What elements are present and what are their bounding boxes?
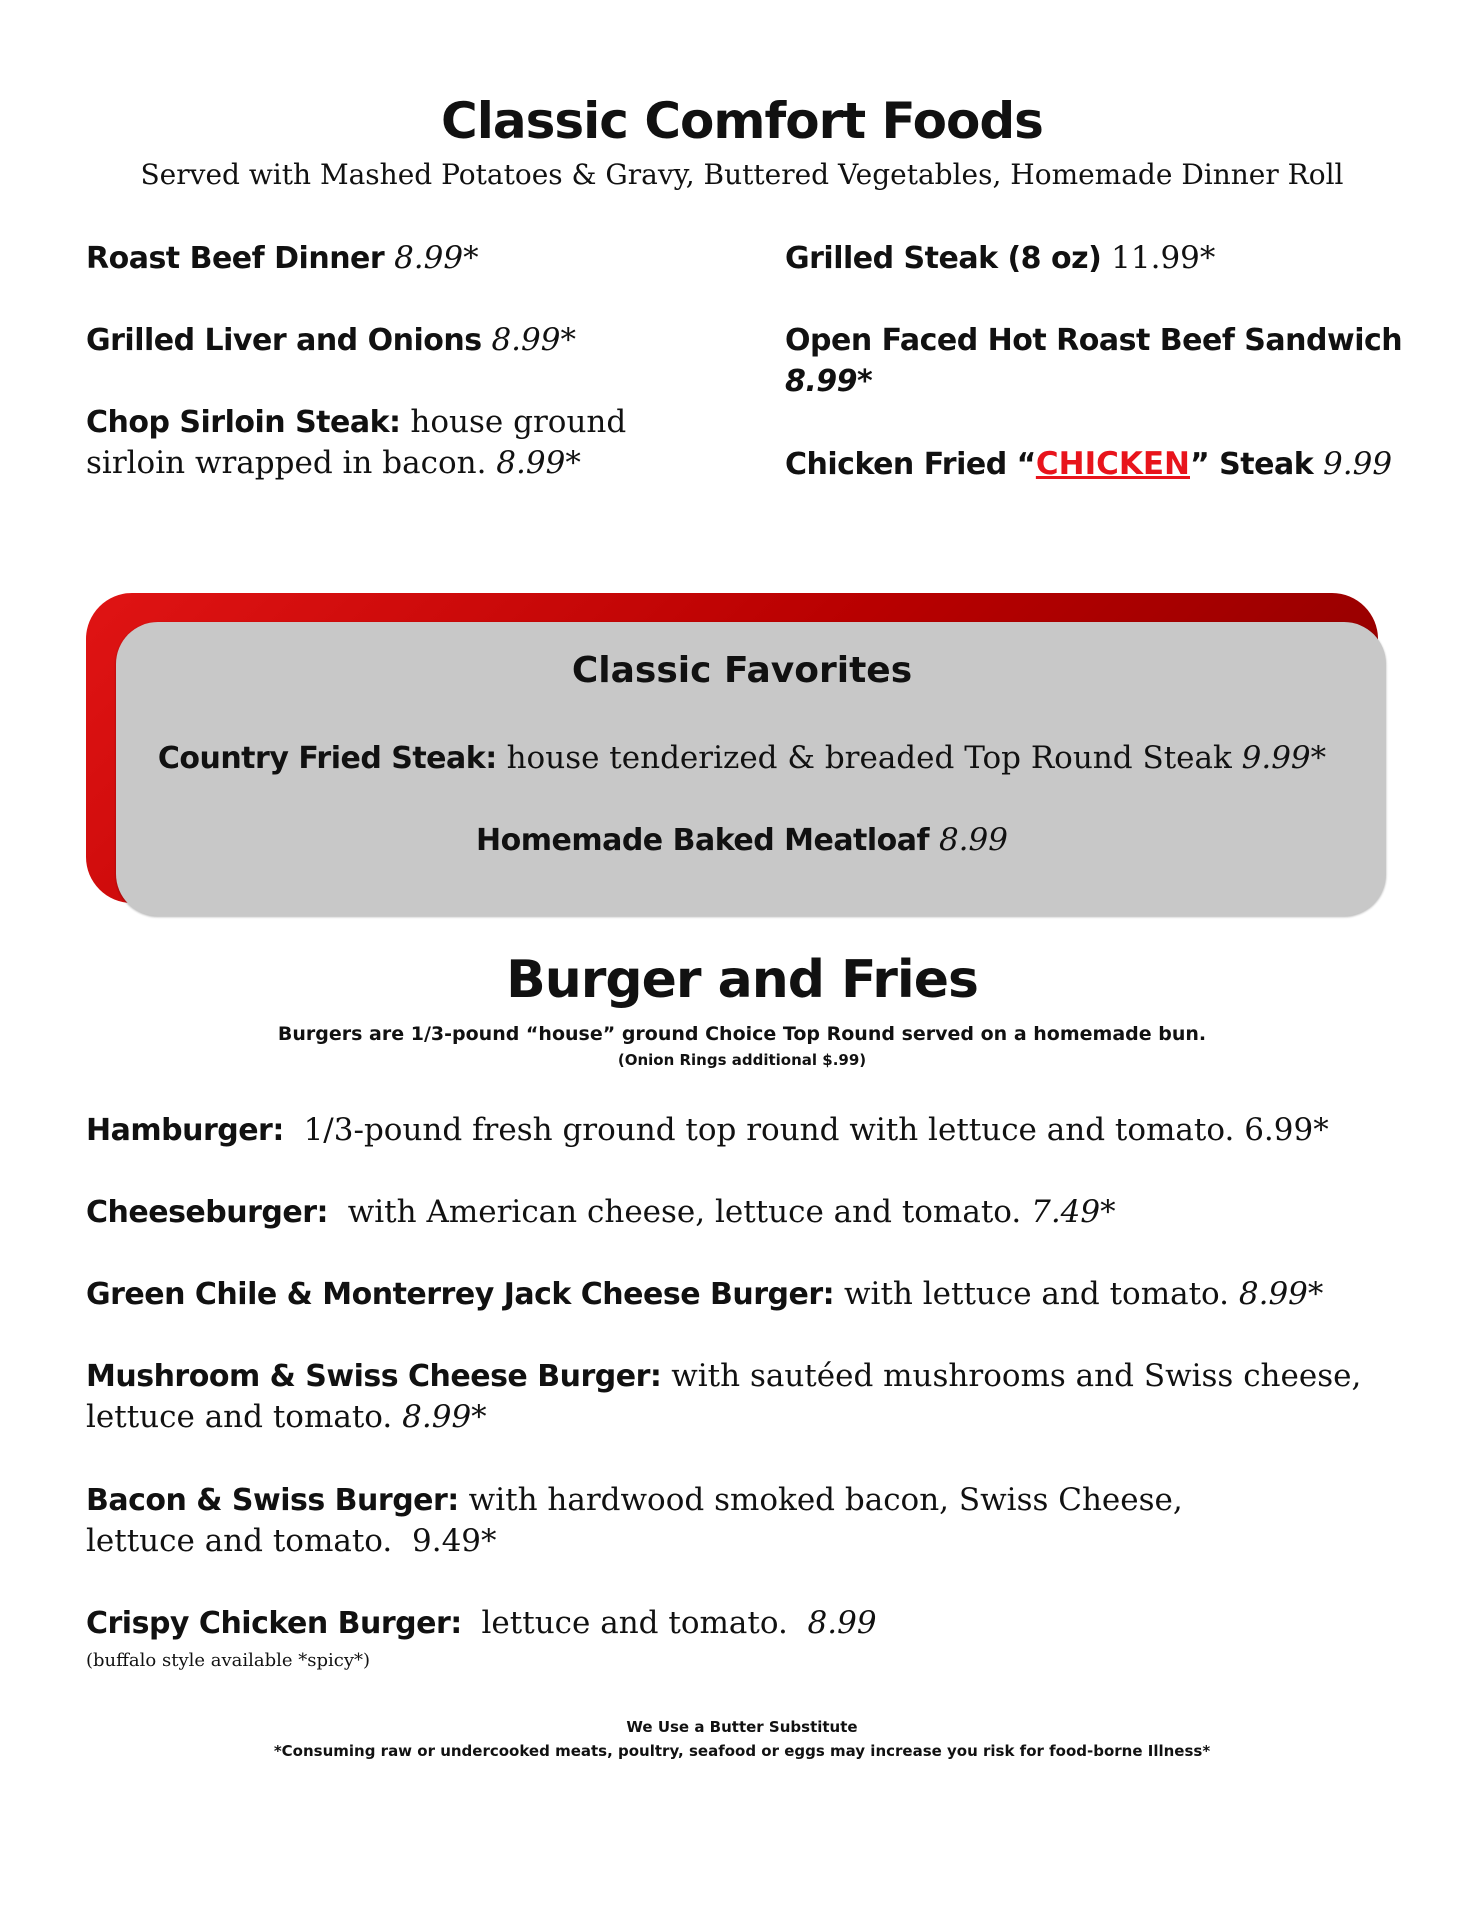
item-name: Chop Sirloin Steak: bbox=[86, 405, 401, 440]
item-price: 8.99* bbox=[402, 1399, 487, 1435]
menu-item bbox=[86, 1356, 1406, 1438]
item-name: Mushroom & Swiss Cheese Burger: bbox=[86, 1359, 662, 1394]
menu-item bbox=[86, 1274, 1406, 1315]
item-price: 8.99* bbox=[785, 364, 873, 399]
menu-item bbox=[785, 444, 1405, 485]
item-desc: lettuce and tomato. bbox=[481, 1605, 788, 1641]
menu-item bbox=[86, 238, 706, 279]
comfort-title: Classic Comfort Foods bbox=[441, 92, 1043, 150]
item-desc-cont: lettuce and tomato. bbox=[86, 1523, 393, 1559]
item-name: Homemade Baked Meatloaf bbox=[476, 823, 930, 858]
item-name-pre: Chicken Fried “ bbox=[785, 447, 1036, 482]
item-price: 11.99* bbox=[1111, 240, 1216, 276]
comfort-subtitle: Served with Mashed Potatoes & Gravy, Buttered Vegetables, Homemade Dinner Roll bbox=[140, 158, 1344, 191]
item-desc: house tenderized & breaded Top Round Steak bbox=[506, 740, 1232, 776]
item-name-post: ” Steak bbox=[1190, 447, 1314, 482]
item-desc: 1/3-pound fresh ground top round with lettuce and tomato. bbox=[303, 1112, 1235, 1148]
footer-warning: *Consuming raw or undercooked meats, poultry, seafood or eggs may increase you risk for food-borne Illness* bbox=[273, 1742, 1211, 1760]
item-desc-cont: lettuce and tomato. bbox=[86, 1399, 393, 1435]
item-note: (buffalo style available *spicy*) bbox=[86, 1650, 371, 1671]
item-desc: with sautéed mushrooms and Swiss cheese, bbox=[671, 1358, 1362, 1394]
item-name: Open Faced Hot Roast Beef Sandwich bbox=[785, 323, 1403, 358]
chicken-highlight: CHICKEN bbox=[1035, 446, 1190, 482]
item-name: Country Fried Steak: bbox=[157, 741, 497, 776]
item-price: 9.49* bbox=[412, 1523, 497, 1559]
menu-item bbox=[86, 1603, 1406, 1644]
footer-butter: We Use a Butter Substitute bbox=[626, 1718, 858, 1736]
menu-item bbox=[86, 402, 706, 484]
favorites-title: Classic Favorites bbox=[571, 650, 913, 691]
item-name: Grilled Liver and Onions bbox=[86, 323, 482, 358]
item-desc: with lettuce and tomato. bbox=[844, 1276, 1230, 1312]
menu-item bbox=[86, 1110, 1406, 1151]
item-price: 6.99* bbox=[1244, 1112, 1329, 1148]
item-price: 9.99* bbox=[1241, 740, 1327, 776]
menu-item bbox=[86, 1192, 1406, 1233]
menu-item bbox=[785, 238, 1405, 279]
item-name: Roast Beef Dinner bbox=[86, 241, 385, 276]
item-name: Crispy Chicken Burger: bbox=[86, 1606, 462, 1641]
item-desc: house ground sirloin wrapped in bacon. bbox=[86, 404, 627, 481]
item-name: Bacon & Swiss Burger: bbox=[86, 1483, 459, 1518]
item-price: 8.99* bbox=[1238, 1276, 1324, 1312]
menu-item bbox=[86, 1480, 1406, 1562]
menu-item bbox=[785, 320, 1405, 402]
favorites-item bbox=[0, 822, 1484, 858]
item-desc: with American cheese, lettuce and tomato. bbox=[347, 1194, 1022, 1230]
favorites-item bbox=[0, 740, 1484, 776]
item-price: 8.99 bbox=[807, 1605, 877, 1641]
item-name: Cheeseburger: bbox=[86, 1195, 329, 1230]
item-name: Grilled Steak (8 oz) bbox=[785, 241, 1102, 276]
menu-item bbox=[86, 320, 706, 361]
item-price: 8.99* bbox=[496, 445, 581, 481]
item-desc: with hardwood smoked bacon, Swiss Cheese, bbox=[468, 1482, 1183, 1518]
item-price: 9.99 bbox=[1323, 446, 1393, 482]
item-price: 7.49* bbox=[1031, 1194, 1116, 1230]
item-name: Hamburger: bbox=[86, 1113, 284, 1148]
burgers-title: Burger and Fries bbox=[506, 950, 978, 1010]
item-name: Green Chile & Monterrey Jack Cheese Burger: bbox=[86, 1277, 835, 1312]
item-price: 8.99 bbox=[938, 822, 1008, 858]
item-price: 8.99* bbox=[394, 240, 479, 276]
burgers-note: (Onion Rings additional $.99) bbox=[617, 1051, 867, 1069]
item-price: 8.99* bbox=[491, 322, 576, 358]
burgers-subtitle: Burgers are 1/3-pound “house” ground Choice Top Round served on a homemade bun. bbox=[277, 1023, 1207, 1045]
